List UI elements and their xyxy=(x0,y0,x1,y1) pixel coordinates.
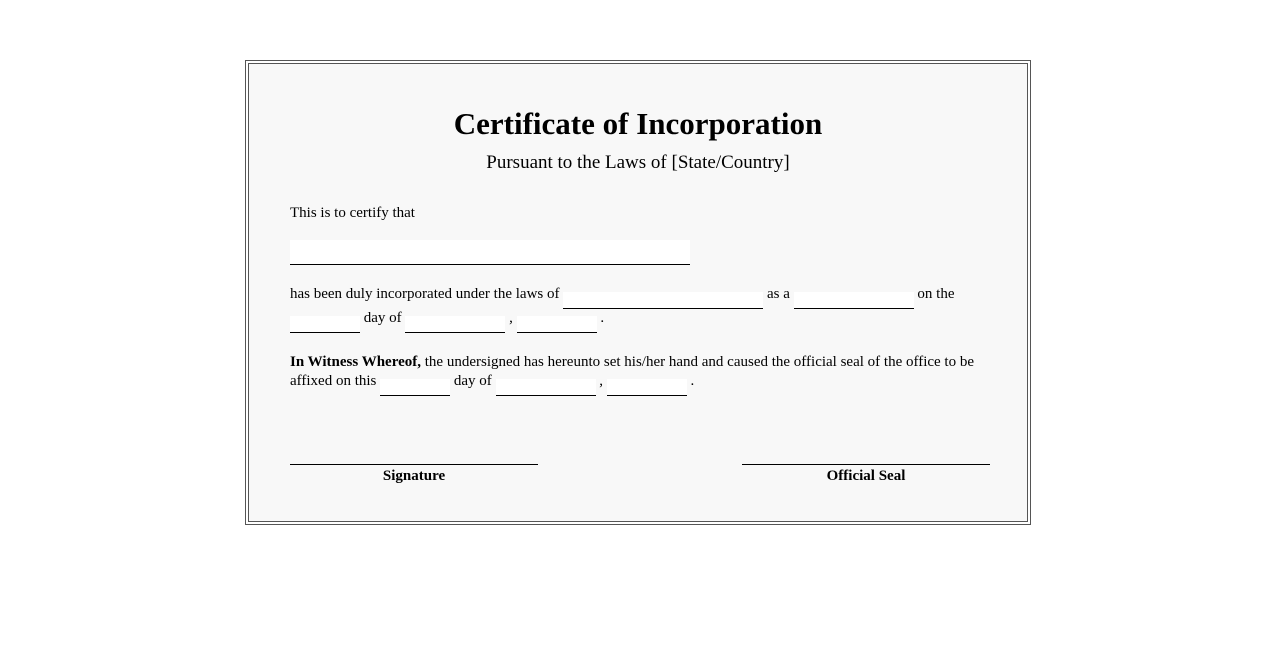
incorporation-text-6: . xyxy=(600,310,605,326)
intro-text: This is to certify that xyxy=(290,205,415,221)
official-seal-line[interactable] xyxy=(742,464,990,465)
certificate-body xyxy=(248,63,1028,522)
witness-paragraph xyxy=(290,353,990,396)
entity-type-field[interactable] xyxy=(794,292,914,309)
incorporation-day-field[interactable] xyxy=(290,316,360,333)
signature-line[interactable] xyxy=(290,464,538,465)
jurisdiction-field[interactable] xyxy=(563,292,763,309)
incorporation-month-field[interactable] xyxy=(405,316,505,333)
incorporation-text-4: day of xyxy=(363,310,402,326)
incorporation-text-2: as a xyxy=(767,286,790,302)
official-seal-label: Official Seal xyxy=(826,468,906,484)
certificate-subtitle: Pursuant to the Laws of [State/Country] xyxy=(486,152,790,173)
company-name-field[interactable] xyxy=(290,240,690,265)
certificate-title: Certificate of Incorporation xyxy=(453,106,823,141)
witness-text-3: , xyxy=(599,372,604,389)
incorporation-year-field[interactable] xyxy=(517,316,597,333)
witness-text-2: day of xyxy=(453,372,492,389)
witness-text-4: . xyxy=(690,372,695,389)
incorporation-text-5: , xyxy=(509,310,513,326)
witness-day-field[interactable] xyxy=(380,379,450,396)
witness-heading: In Witness Whereof, xyxy=(290,354,421,370)
witness-month-field[interactable] xyxy=(496,379,596,396)
incorporation-text-3: on the xyxy=(917,286,955,302)
witness-text-1: the undersigned has hereunto set his/her hand and caused the official seal of the office to be affixed on this xyxy=(290,354,975,389)
incorporation-text-1: has been duly incorporated under the laws of xyxy=(290,286,560,302)
certificate-frame xyxy=(245,60,1031,525)
witness-year-field[interactable] xyxy=(607,379,687,396)
incorporation-paragraph xyxy=(290,285,990,333)
signature-label: Signature xyxy=(382,468,446,484)
